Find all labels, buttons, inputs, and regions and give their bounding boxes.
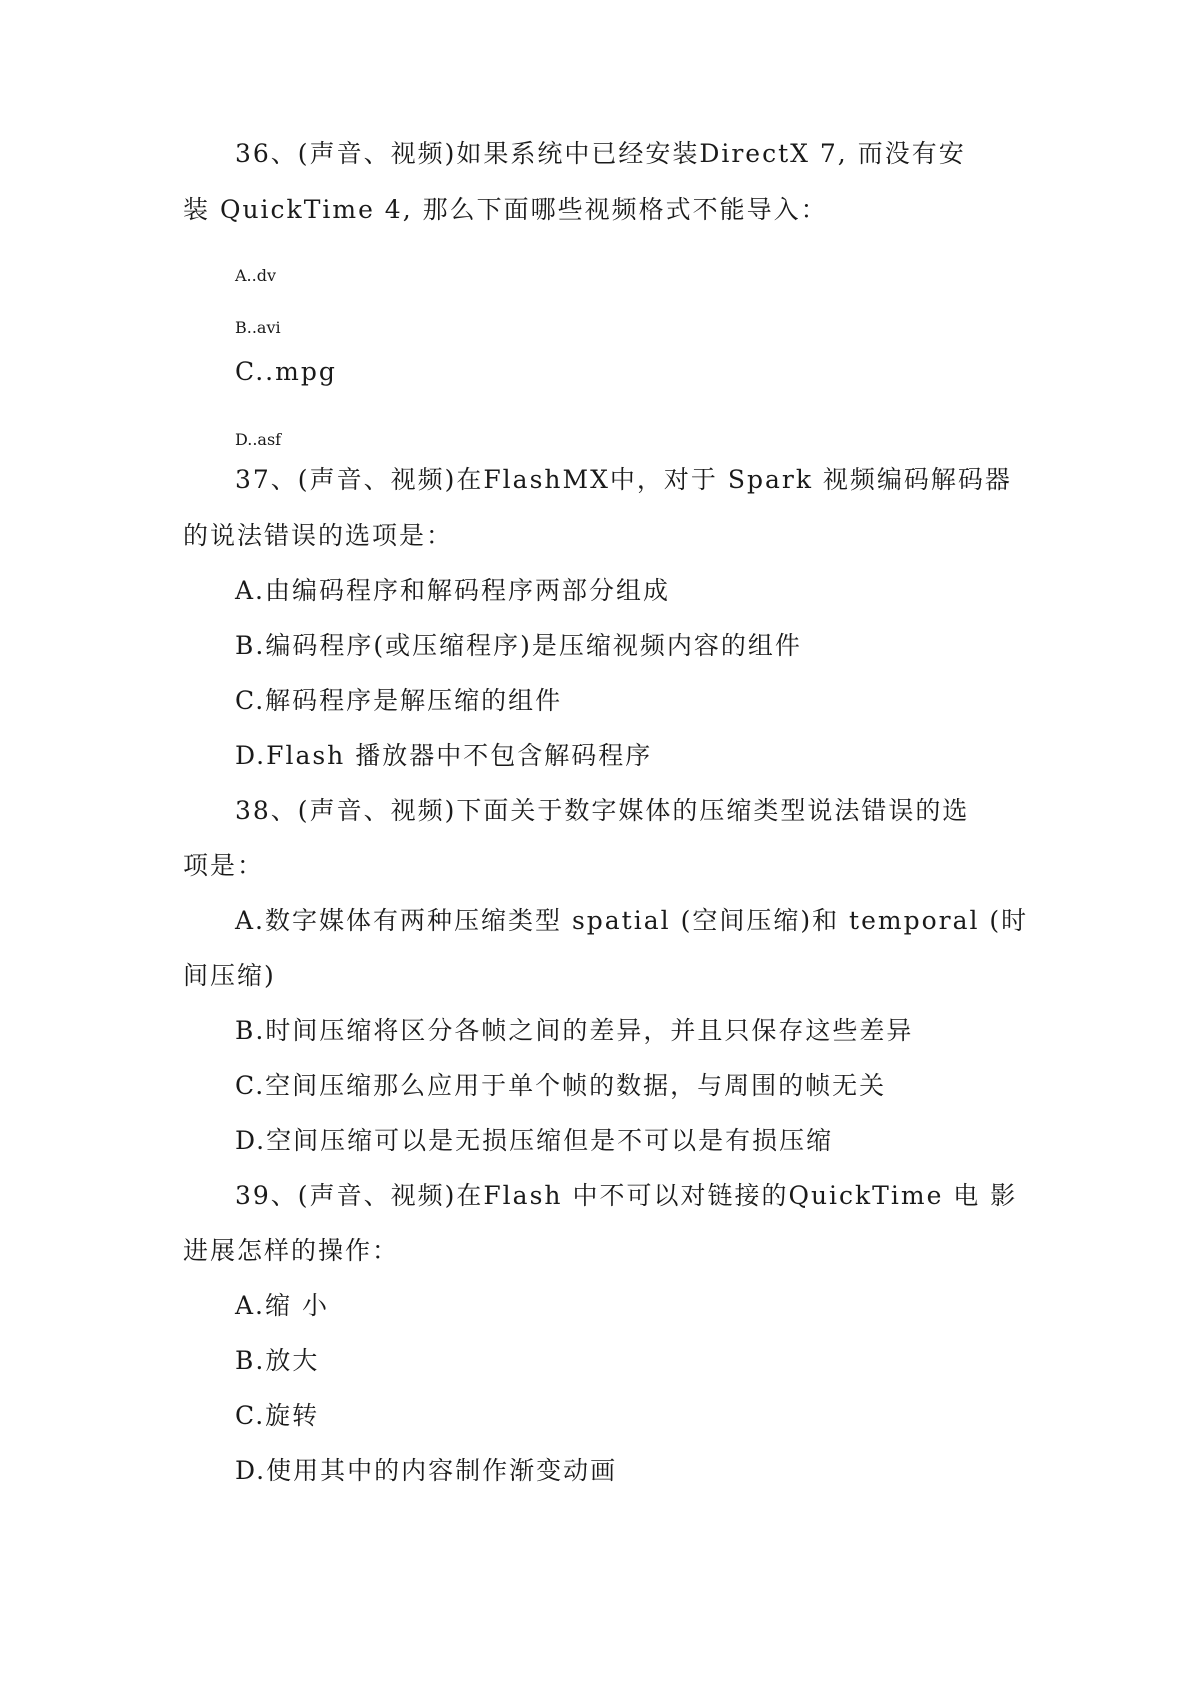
question-38-option-a-continued: 间压缩): [183, 961, 276, 990]
question-38-line-2: 项是：: [183, 851, 265, 880]
question-38-option-c: C.空间压缩那么应用于单个帧的数据，与周围的帧无关: [235, 1071, 887, 1100]
question-39-line-1: 39、(声音、视频)在Flash 中不可以对链接的QuickTime 电 影: [235, 1181, 1018, 1210]
question-36-line-2: 装 QuickTime 4, 那么下面哪些视频格式不能导入：: [183, 195, 828, 224]
question-37-option-d: D.Flash 播放器中不包含解码程序: [235, 741, 653, 770]
question-37-line-1: 37、(声音、视频)在FlashMX中，对于 Spark 视频编码解码器: [235, 465, 1012, 494]
question-38-option-b: B.时间压缩将区分各帧之间的差异，并且只保存这些差异: [235, 1016, 914, 1045]
question-36-option-a: A..dv: [235, 266, 277, 285]
question-36-option-c: C..mpg: [235, 357, 337, 386]
question-36-option-d: D..asf: [235, 430, 282, 449]
question-36-option-b: B..avi: [235, 318, 281, 337]
question-37-line-2: 的说法错误的选项是：: [183, 521, 454, 550]
question-39-option-c: C.旋转: [235, 1401, 320, 1430]
question-37-option-b: B.编码程序(或压缩程序)是压缩视频内容的组件: [235, 631, 802, 660]
question-39-option-d: D.使用其中的内容制作渐变动画: [235, 1456, 618, 1485]
question-38-option-d: D.空间压缩可以是无损压缩但是不可以是有损压缩: [235, 1126, 834, 1155]
question-37-option-a: A.由编码程序和解码程序两部分组成: [235, 576, 671, 605]
question-39-line-2: 进展怎样的操作：: [183, 1236, 400, 1265]
question-38-option-a: A.数字媒体有两种压缩类型 spatial (空间压缩)和 temporal (时: [235, 906, 1029, 935]
question-38-line-1: 38、(声音、视频)下面关于数字媒体的压缩类型说法错误的选: [235, 796, 970, 825]
question-39-option-a: A.缩 小: [235, 1291, 329, 1320]
question-36-line-1: 36、(声音、视频)如果系统中已经安装DirectX 7, 而没有安: [235, 139, 966, 168]
question-39-option-b: B.放大: [235, 1346, 320, 1375]
question-37-option-c: C.解码程序是解压缩的组件: [235, 686, 563, 715]
